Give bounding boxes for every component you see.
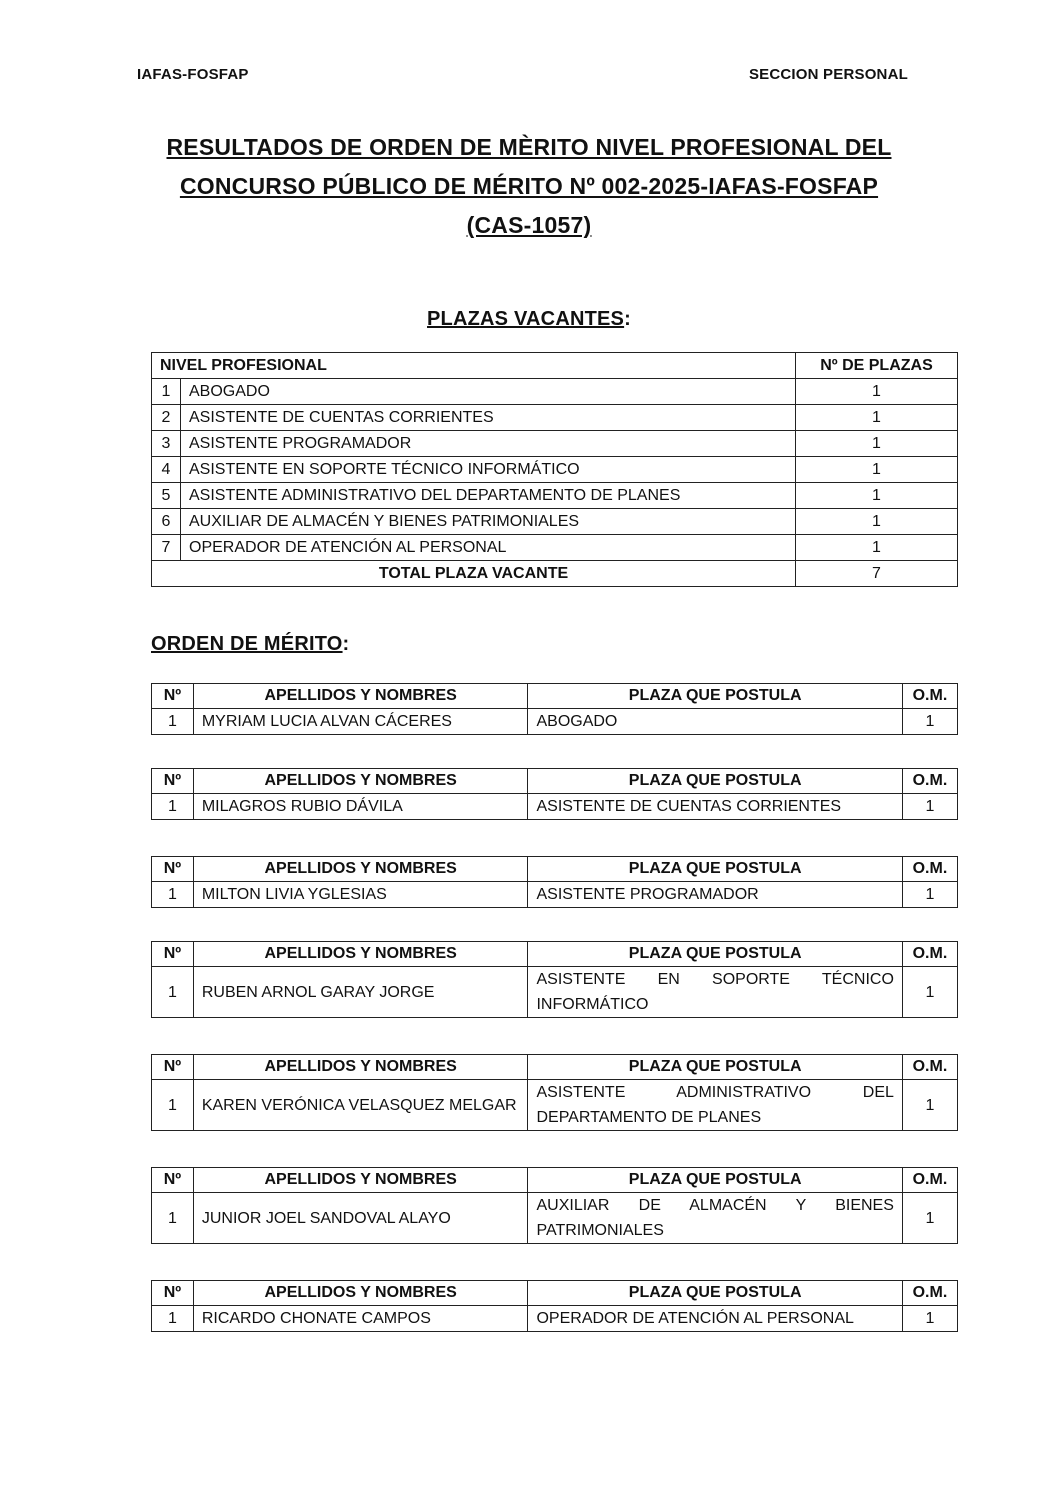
col-apellidos-nombres: APELLIDOS Y NOMBRES [193, 769, 528, 794]
merit-header-row [152, 684, 958, 709]
merit-order: 1 [902, 967, 957, 1018]
merit-table [151, 1280, 958, 1332]
candidate-name: JUNIOR JOEL SANDOVAL ALAYO [193, 1193, 528, 1244]
header-section: SECCION PERSONAL [748, 66, 908, 83]
merit-row [152, 794, 958, 820]
plazas-table-body [152, 379, 958, 561]
merit-number: 1 [152, 794, 194, 820]
plazas-vacantes-table [151, 352, 958, 587]
col-numero-plazas: Nº DE PLAZAS [796, 353, 958, 379]
plaza-row [152, 457, 958, 483]
merit-header-row [152, 1281, 958, 1306]
candidate-plaza: ABOGADO [528, 709, 902, 735]
merit-number: 1 [152, 709, 194, 735]
plaza-count: 1 [796, 405, 958, 431]
col-orden-merito: O.M. [902, 857, 957, 882]
plaza-row [152, 431, 958, 457]
plaza-row [152, 405, 958, 431]
plaza-name: OPERADOR DE ATENCIÓN AL PERSONAL [181, 535, 796, 561]
plaza-number: 4 [152, 457, 181, 483]
col-apellidos-nombres: APELLIDOS Y NOMBRES [193, 857, 528, 882]
merit-number: 1 [152, 1080, 194, 1131]
merit-table [151, 856, 958, 908]
merit-order: 1 [902, 1193, 957, 1244]
plaza-count: 1 [796, 379, 958, 405]
total-label: TOTAL PLAZA VACANTE [152, 561, 796, 587]
plaza-row [152, 483, 958, 509]
plaza-name: ASISTENTE ADMINISTRATIVO DEL DEPARTAMENTO DE PLANES [181, 483, 796, 509]
merit-order: 1 [902, 794, 957, 820]
merit-row [152, 967, 958, 1018]
candidate-name: MILAGROS RUBIO DÁVILA [193, 794, 528, 820]
total-value: 7 [796, 561, 958, 587]
col-apellidos-nombres: APELLIDOS Y NOMBRES [193, 1055, 528, 1080]
header-organization: IAFAS-FOSFAP [137, 66, 249, 83]
plaza-name: ABOGADO [181, 379, 796, 405]
merit-number: 1 [152, 882, 194, 908]
merit-row [152, 709, 958, 735]
col-orden-merito: O.M. [902, 1168, 957, 1193]
plazas-header-row [152, 353, 958, 379]
merit-header-row [152, 1168, 958, 1193]
merit-header-row [152, 1055, 958, 1080]
plaza-name: ASISTENTE PROGRAMADOR [181, 431, 796, 457]
plazas-total-row [152, 561, 958, 587]
col-orden-merito: O.M. [902, 1281, 957, 1306]
candidate-plaza: ASISTENTE ADMINISTRATIVO DEL DEPARTAMENTO DE PLANES [528, 1080, 902, 1131]
merit-order: 1 [902, 709, 957, 735]
col-orden-merito: O.M. [902, 1055, 957, 1080]
col-plaza-postula: PLAZA QUE POSTULA [528, 1168, 902, 1193]
merit-number: 1 [152, 967, 194, 1018]
plaza-number: 1 [152, 379, 181, 405]
col-numero: Nº [152, 857, 194, 882]
plaza-name: ASISTENTE EN SOPORTE TÉCNICO INFORMÁTICO [181, 457, 796, 483]
title-line-2: CONCURSO PÚBLICO DE MÉRITO Nº 002-2025-IAFAS-FOSFAP [179, 173, 879, 199]
plaza-count: 1 [796, 431, 958, 457]
candidate-name: KAREN VERÓNICA VELASQUEZ MELGAR [193, 1080, 528, 1131]
merit-header-row [152, 942, 958, 967]
plaza-number: 6 [152, 509, 181, 535]
plaza-count: 1 [796, 535, 958, 561]
col-numero: Nº [152, 1168, 194, 1193]
candidate-name: MILTON LIVIA YGLESIAS [193, 882, 528, 908]
candidate-name: RICARDO CHONATE CAMPOS [193, 1306, 528, 1332]
plazas-heading-colon: : [624, 308, 631, 330]
merit-row [152, 1306, 958, 1332]
merit-number: 1 [152, 1306, 194, 1332]
col-apellidos-nombres: APELLIDOS Y NOMBRES [193, 1168, 528, 1193]
merit-order: 1 [902, 1080, 957, 1131]
plazas-vacantes-heading [0, 308, 1058, 331]
document-title [120, 128, 938, 245]
candidate-name: MYRIAM LUCIA ALVAN CÁCERES [193, 709, 528, 735]
plaza-number: 5 [152, 483, 181, 509]
col-plaza-postula: PLAZA QUE POSTULA [528, 942, 902, 967]
col-numero: Nº [152, 942, 194, 967]
candidate-name: RUBEN ARNOL GARAY JORGE [193, 967, 528, 1018]
candidate-plaza: AUXILIAR DE ALMACÉN Y BIENES PATRIMONIALES [528, 1193, 902, 1244]
plaza-name: ASISTENTE DE CUENTAS CORRIENTES [181, 405, 796, 431]
col-plaza-postula: PLAZA QUE POSTULA [528, 1281, 902, 1306]
col-apellidos-nombres: APELLIDOS Y NOMBRES [193, 1281, 528, 1306]
col-plaza-postula: PLAZA QUE POSTULA [528, 769, 902, 794]
merit-header-row [152, 857, 958, 882]
plaza-number: 2 [152, 405, 181, 431]
plaza-number: 3 [152, 431, 181, 457]
plaza-count: 1 [796, 483, 958, 509]
col-numero: Nº [152, 1281, 194, 1306]
plaza-count: 1 [796, 509, 958, 535]
candidate-plaza: ASISTENTE PROGRAMADOR [528, 882, 902, 908]
merit-header-row [152, 769, 958, 794]
col-orden-merito: O.M. [902, 769, 957, 794]
col-nivel-profesional: NIVEL PROFESIONAL [152, 353, 796, 379]
orden-merito-heading-text: ORDEN DE MÉRITO [151, 633, 343, 655]
merit-table [151, 1167, 958, 1244]
title-line-3: (CAS-1057) [466, 212, 592, 238]
merit-table [151, 768, 958, 820]
col-numero: Nº [152, 769, 194, 794]
orden-heading-colon: : [342, 633, 350, 655]
orden-merito-heading [151, 633, 349, 656]
plaza-name: AUXILIAR DE ALMACÉN Y BIENES PATRIMONIALES [181, 509, 796, 535]
plaza-count: 1 [796, 457, 958, 483]
plaza-row [152, 509, 958, 535]
col-numero: Nº [152, 1055, 194, 1080]
plaza-row [152, 535, 958, 561]
merit-row [152, 1080, 958, 1131]
candidate-plaza: ASISTENTE DE CUENTAS CORRIENTES [528, 794, 902, 820]
col-plaza-postula: PLAZA QUE POSTULA [528, 1055, 902, 1080]
merit-table [151, 683, 958, 735]
plaza-row [152, 379, 958, 405]
merit-order: 1 [902, 1306, 957, 1332]
col-numero: Nº [152, 684, 194, 709]
merit-table [151, 941, 958, 1018]
col-plaza-postula: PLAZA QUE POSTULA [528, 684, 902, 709]
merit-row [152, 882, 958, 908]
merit-number: 1 [152, 1193, 194, 1244]
col-apellidos-nombres: APELLIDOS Y NOMBRES [193, 942, 528, 967]
col-plaza-postula: PLAZA QUE POSTULA [528, 857, 902, 882]
merit-order: 1 [902, 882, 957, 908]
plaza-number: 7 [152, 535, 181, 561]
col-apellidos-nombres: APELLIDOS Y NOMBRES [193, 684, 528, 709]
candidate-plaza: OPERADOR DE ATENCIÓN AL PERSONAL [528, 1306, 902, 1332]
merit-table [151, 1054, 958, 1131]
merit-row [152, 1193, 958, 1244]
col-orden-merito: O.M. [902, 942, 957, 967]
title-line-1: RESULTADOS DE ORDEN DE MÈRITO NIVEL PROFESIONAL DEL [166, 134, 892, 160]
plazas-vacantes-heading-text: PLAZAS VACANTES [427, 308, 625, 330]
col-orden-merito: O.M. [902, 684, 957, 709]
candidate-plaza: ASISTENTE EN SOPORTE TÉCNICO INFORMÁTICO [528, 967, 902, 1018]
